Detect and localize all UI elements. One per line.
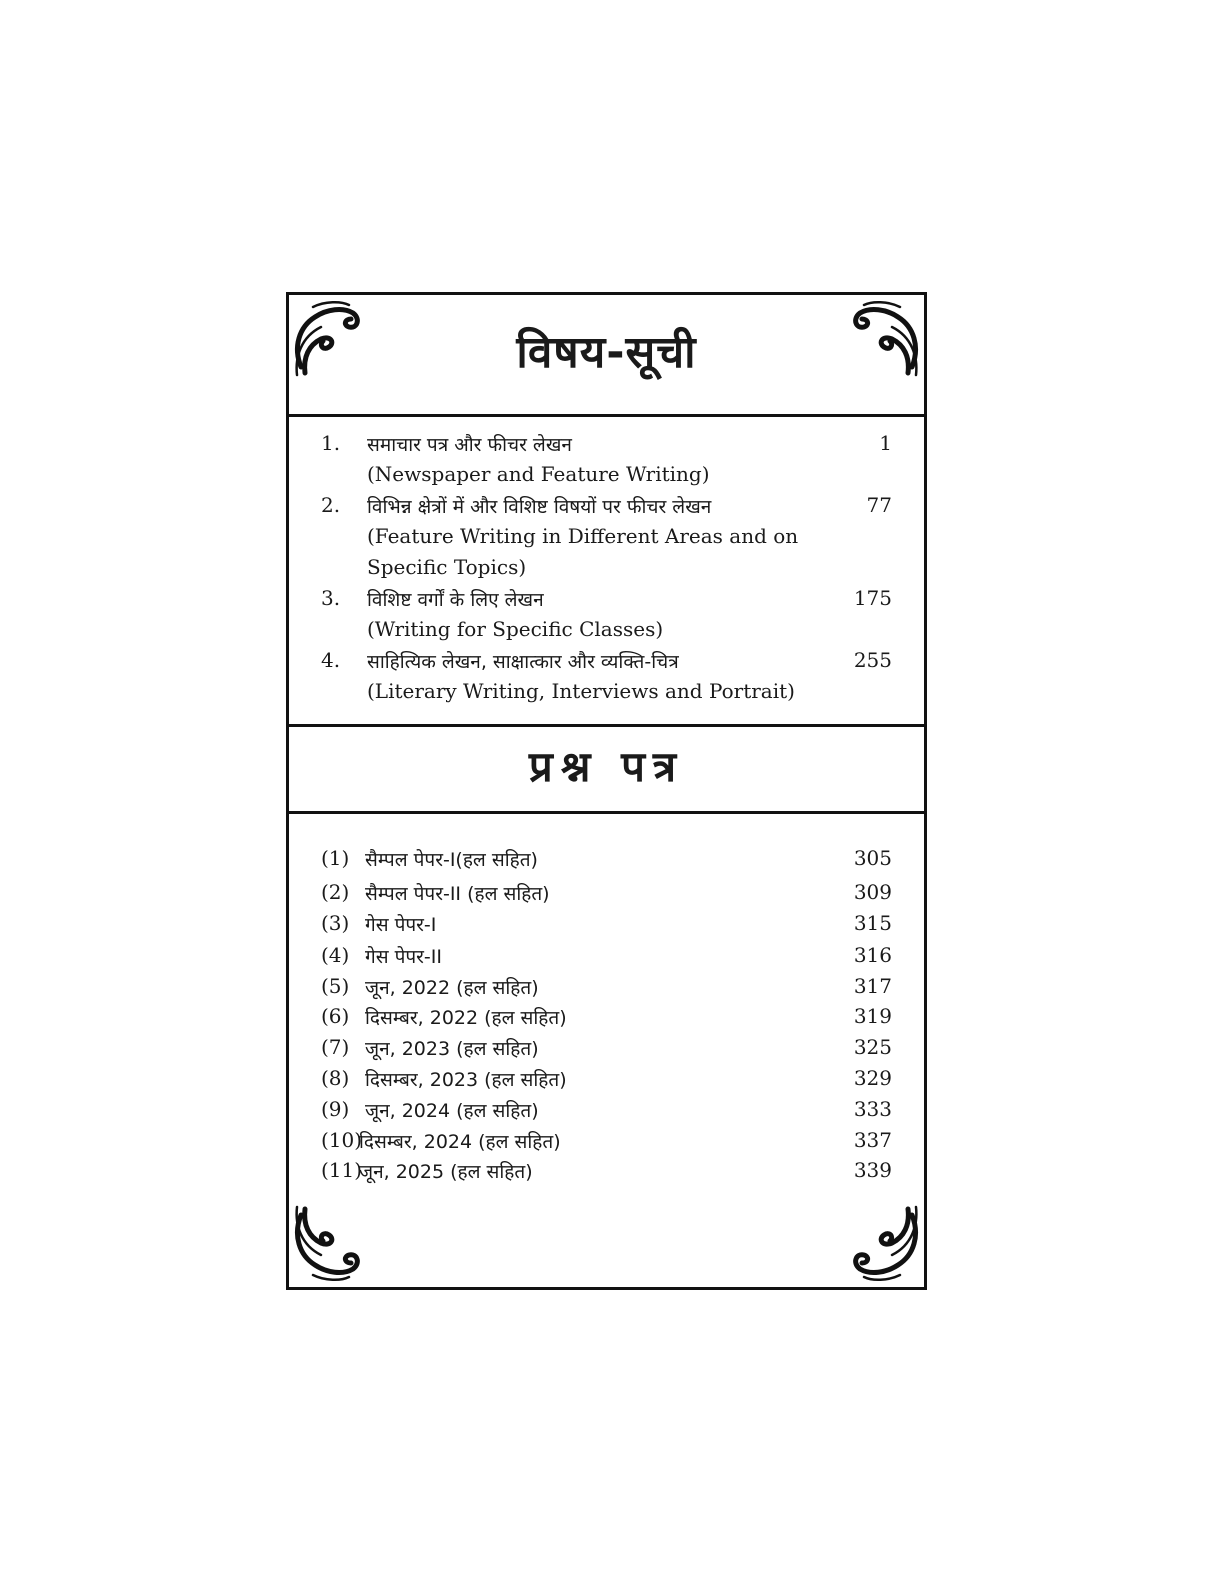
paper-number: (3) — [321, 911, 350, 935]
divider — [289, 811, 924, 814]
chapter-page: 1 — [879, 431, 892, 455]
divider — [289, 724, 924, 727]
paper-page: 333 — [853, 1097, 892, 1121]
paper-page: 325 — [853, 1035, 892, 1059]
chapter-title-english: (Literary Writing, Interviews and Portrait) — [367, 679, 795, 703]
chapter-title-hindi: साहित्यिक लेखन, साक्षात्कार और व्यक्ति-चित्र — [367, 651, 679, 673]
paper-title: जून, 2023 (हल सहित) — [365, 1038, 539, 1060]
chapter-title-english: (Newspaper and Feature Writing) — [367, 462, 710, 486]
corner-flourish-bottom-left-icon — [291, 1201, 367, 1285]
chapter-number: 3. — [321, 586, 341, 610]
contents-frame — [286, 292, 927, 1290]
paper-title: दिसम्बर, 2022 (हल सहित) — [365, 1007, 567, 1029]
paper-page: 317 — [853, 974, 892, 998]
paper-number: (4) — [321, 943, 350, 967]
chapter-page: 175 — [853, 586, 892, 610]
paper-number: (5) — [321, 974, 350, 998]
divider — [289, 414, 924, 417]
chapter-page: 255 — [853, 648, 892, 672]
chapter-number: 2. — [321, 493, 341, 517]
paper-number: (6) — [321, 1004, 350, 1028]
paper-number: (10) — [321, 1128, 363, 1152]
chapter-title-english: (Feature Writing in Different Areas and on — [367, 524, 799, 548]
paper-title: सैम्पल पेपर-I(हल सहित) — [365, 849, 538, 871]
chapter-number: 4. — [321, 648, 341, 672]
paper-page: 329 — [853, 1066, 892, 1090]
paper-number: (9) — [321, 1097, 350, 1121]
paper-title: दिसम्बर, 2024 (हल सहित) — [359, 1131, 561, 1153]
paper-number: (7) — [321, 1035, 350, 1059]
paper-page: 305 — [853, 846, 892, 870]
chapter-title-hindi: विभिन्न क्षेत्रों में और विशिष्ट विषयों पर फीचर लेखन — [367, 496, 712, 518]
chapter-title-hindi: समाचार पत्र और फीचर लेखन — [367, 434, 572, 456]
chapter-title-hindi: विशिष्ट वर्गों के लिए लेखन — [367, 589, 544, 611]
chapter-title-english: (Writing for Specific Classes) — [367, 617, 664, 641]
paper-page: 337 — [853, 1128, 892, 1152]
paper-title: गेस पेपर-II — [365, 946, 442, 968]
paper-page: 319 — [853, 1004, 892, 1028]
paper-number: (11) — [321, 1158, 363, 1182]
contents-title: विषय-सूची — [516, 327, 697, 378]
chapter-title-english-cont: Specific Topics) — [367, 555, 527, 579]
paper-title: जून, 2022 (हल सहित) — [365, 977, 539, 999]
chapter-number: 1. — [321, 431, 341, 455]
papers-title: प्रश्न पत्र — [528, 742, 685, 791]
paper-number: (2) — [321, 880, 350, 904]
paper-page: 309 — [853, 880, 892, 904]
paper-title: गेस पेपर-I — [365, 914, 437, 936]
paper-title: सैम्पल पेपर-II (हल सहित) — [365, 883, 550, 905]
paper-page: 339 — [853, 1158, 892, 1182]
paper-title: जून, 2024 (हल सहित) — [365, 1100, 539, 1122]
paper-title: जून, 2025 (हल सहित) — [359, 1161, 533, 1183]
paper-number: (1) — [321, 846, 350, 870]
paper-page: 316 — [853, 943, 892, 967]
paper-page: 315 — [853, 911, 892, 935]
corner-flourish-bottom-right-icon — [846, 1201, 922, 1285]
chapter-page: 77 — [866, 493, 892, 517]
paper-title: दिसम्बर, 2023 (हल सहित) — [365, 1069, 567, 1091]
paper-number: (8) — [321, 1066, 350, 1090]
